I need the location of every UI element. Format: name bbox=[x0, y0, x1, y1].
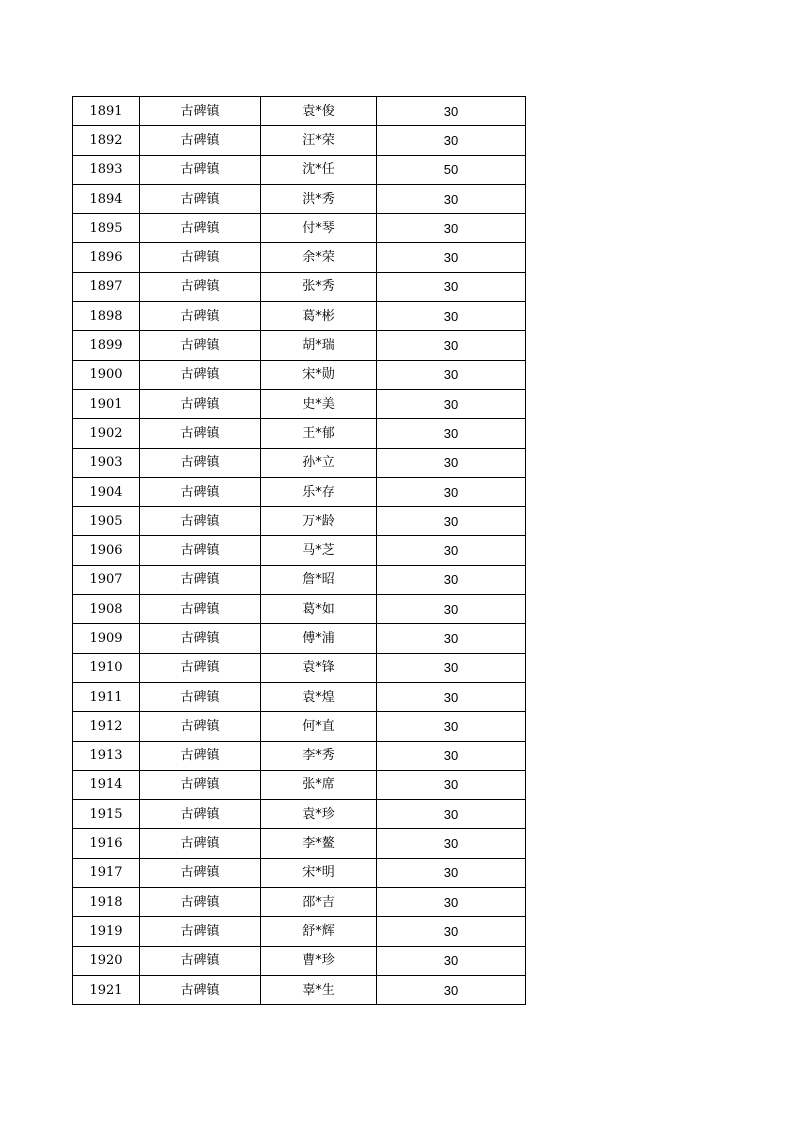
amount-cell: 30 bbox=[377, 272, 526, 301]
person-name-cell: 傅*浦 bbox=[261, 624, 377, 653]
table-row bbox=[73, 682, 526, 711]
town-cell: 古碑镇 bbox=[140, 829, 261, 858]
amount-cell: 30 bbox=[377, 829, 526, 858]
town-cell: 古碑镇 bbox=[140, 155, 261, 184]
amount-cell: 30 bbox=[377, 712, 526, 741]
amount-cell: 30 bbox=[377, 741, 526, 770]
person-name-cell: 葛*彬 bbox=[261, 302, 377, 331]
amount-cell: 30 bbox=[377, 858, 526, 887]
row-number-cell: 1893 bbox=[73, 155, 140, 184]
person-name-cell: 舒*辉 bbox=[261, 917, 377, 946]
amount-cell: 30 bbox=[377, 477, 526, 506]
town-cell: 古碑镇 bbox=[140, 302, 261, 331]
row-number-cell: 1918 bbox=[73, 888, 140, 917]
amount-cell: 30 bbox=[377, 682, 526, 711]
table-row bbox=[73, 917, 526, 946]
town-cell: 古碑镇 bbox=[140, 800, 261, 829]
person-name-cell: 袁*煌 bbox=[261, 682, 377, 711]
row-number-cell: 1901 bbox=[73, 389, 140, 418]
person-name-cell: 胡*瑞 bbox=[261, 331, 377, 360]
row-number-cell: 1917 bbox=[73, 858, 140, 887]
amount-cell: 30 bbox=[377, 360, 526, 389]
table-row bbox=[73, 653, 526, 682]
person-name-cell: 万*龄 bbox=[261, 507, 377, 536]
amount-cell: 30 bbox=[377, 97, 526, 126]
row-number-cell: 1900 bbox=[73, 360, 140, 389]
town-cell: 古碑镇 bbox=[140, 682, 261, 711]
person-name-cell: 付*琴 bbox=[261, 214, 377, 243]
person-name-cell: 辜*生 bbox=[261, 975, 377, 1004]
person-name-cell: 邵*吉 bbox=[261, 888, 377, 917]
row-number-cell: 1907 bbox=[73, 565, 140, 594]
row-number-cell: 1905 bbox=[73, 507, 140, 536]
amount-cell: 30 bbox=[377, 770, 526, 799]
town-cell: 古碑镇 bbox=[140, 917, 261, 946]
amount-cell: 30 bbox=[377, 888, 526, 917]
person-name-cell: 袁*锋 bbox=[261, 653, 377, 682]
row-number-cell: 1892 bbox=[73, 126, 140, 155]
row-number-cell: 1909 bbox=[73, 624, 140, 653]
town-cell: 古碑镇 bbox=[140, 389, 261, 418]
person-name-cell: 曹*珍 bbox=[261, 946, 377, 975]
amount-cell: 30 bbox=[377, 624, 526, 653]
table-row bbox=[73, 975, 526, 1004]
person-name-cell: 宋*明 bbox=[261, 858, 377, 887]
town-cell: 古碑镇 bbox=[140, 360, 261, 389]
table-row bbox=[73, 272, 526, 301]
amount-cell: 50 bbox=[377, 155, 526, 184]
row-number-cell: 1904 bbox=[73, 477, 140, 506]
town-cell: 古碑镇 bbox=[140, 448, 261, 477]
table-body bbox=[73, 97, 526, 1005]
amount-cell: 30 bbox=[377, 653, 526, 682]
table-row bbox=[73, 419, 526, 448]
table-row bbox=[73, 214, 526, 243]
town-cell: 古碑镇 bbox=[140, 507, 261, 536]
town-cell: 古碑镇 bbox=[140, 712, 261, 741]
person-name-cell: 张*席 bbox=[261, 770, 377, 799]
row-number-cell: 1903 bbox=[73, 448, 140, 477]
table-row bbox=[73, 448, 526, 477]
table-row bbox=[73, 389, 526, 418]
town-cell: 古碑镇 bbox=[140, 272, 261, 301]
person-name-cell: 余*荣 bbox=[261, 243, 377, 272]
row-number-cell: 1913 bbox=[73, 741, 140, 770]
table-row bbox=[73, 712, 526, 741]
row-number-cell: 1914 bbox=[73, 770, 140, 799]
person-name-cell: 袁*珍 bbox=[261, 800, 377, 829]
person-name-cell: 史*美 bbox=[261, 389, 377, 418]
town-cell: 古碑镇 bbox=[140, 888, 261, 917]
row-number-cell: 1921 bbox=[73, 975, 140, 1004]
table-row bbox=[73, 829, 526, 858]
row-number-cell: 1902 bbox=[73, 419, 140, 448]
town-cell: 古碑镇 bbox=[140, 595, 261, 624]
person-name-cell: 何*直 bbox=[261, 712, 377, 741]
person-name-cell: 葛*如 bbox=[261, 595, 377, 624]
amount-cell: 30 bbox=[377, 448, 526, 477]
person-name-cell: 马*芝 bbox=[261, 536, 377, 565]
table-row bbox=[73, 331, 526, 360]
person-name-cell: 张*秀 bbox=[261, 272, 377, 301]
person-name-cell: 王*郁 bbox=[261, 419, 377, 448]
amount-cell: 30 bbox=[377, 975, 526, 1004]
row-number-cell: 1906 bbox=[73, 536, 140, 565]
row-number-cell: 1908 bbox=[73, 595, 140, 624]
town-cell: 古碑镇 bbox=[140, 243, 261, 272]
town-cell: 古碑镇 bbox=[140, 97, 261, 126]
town-cell: 古碑镇 bbox=[140, 419, 261, 448]
town-cell: 古碑镇 bbox=[140, 975, 261, 1004]
row-number-cell: 1920 bbox=[73, 946, 140, 975]
person-name-cell: 汪*荣 bbox=[261, 126, 377, 155]
table-row bbox=[73, 770, 526, 799]
amount-cell: 30 bbox=[377, 331, 526, 360]
row-number-cell: 1899 bbox=[73, 331, 140, 360]
table-row bbox=[73, 741, 526, 770]
table-row bbox=[73, 507, 526, 536]
table-row bbox=[73, 360, 526, 389]
amount-cell: 30 bbox=[377, 302, 526, 331]
row-number-cell: 1894 bbox=[73, 184, 140, 213]
table-row bbox=[73, 946, 526, 975]
table-row bbox=[73, 302, 526, 331]
town-cell: 古碑镇 bbox=[140, 184, 261, 213]
amount-cell: 30 bbox=[377, 946, 526, 975]
town-cell: 古碑镇 bbox=[140, 536, 261, 565]
town-cell: 古碑镇 bbox=[140, 214, 261, 243]
row-number-cell: 1915 bbox=[73, 800, 140, 829]
table-row bbox=[73, 858, 526, 887]
town-cell: 古碑镇 bbox=[140, 770, 261, 799]
town-cell: 古碑镇 bbox=[140, 858, 261, 887]
table-row bbox=[73, 184, 526, 213]
amount-cell: 30 bbox=[377, 800, 526, 829]
table-row bbox=[73, 595, 526, 624]
table-row bbox=[73, 243, 526, 272]
person-name-cell: 宋*勋 bbox=[261, 360, 377, 389]
town-cell: 古碑镇 bbox=[140, 624, 261, 653]
town-cell: 古碑镇 bbox=[140, 653, 261, 682]
row-number-cell: 1896 bbox=[73, 243, 140, 272]
table-row bbox=[73, 624, 526, 653]
row-number-cell: 1891 bbox=[73, 97, 140, 126]
town-cell: 古碑镇 bbox=[140, 477, 261, 506]
amount-cell: 30 bbox=[377, 126, 526, 155]
person-name-cell: 洪*秀 bbox=[261, 184, 377, 213]
person-name-cell: 沈*任 bbox=[261, 155, 377, 184]
row-number-cell: 1910 bbox=[73, 653, 140, 682]
table-row bbox=[73, 155, 526, 184]
amount-cell: 30 bbox=[377, 917, 526, 946]
person-name-cell: 詹*昭 bbox=[261, 565, 377, 594]
amount-cell: 30 bbox=[377, 536, 526, 565]
row-number-cell: 1911 bbox=[73, 682, 140, 711]
amount-cell: 30 bbox=[377, 595, 526, 624]
person-name-cell: 李*鳌 bbox=[261, 829, 377, 858]
subsidy-list-table bbox=[72, 96, 526, 1005]
person-name-cell: 乐*存 bbox=[261, 477, 377, 506]
table-row bbox=[73, 126, 526, 155]
row-number-cell: 1895 bbox=[73, 214, 140, 243]
amount-cell: 30 bbox=[377, 184, 526, 213]
table-row bbox=[73, 565, 526, 594]
table-row bbox=[73, 888, 526, 917]
town-cell: 古碑镇 bbox=[140, 331, 261, 360]
town-cell: 古碑镇 bbox=[140, 565, 261, 594]
amount-cell: 30 bbox=[377, 507, 526, 536]
amount-cell: 30 bbox=[377, 389, 526, 418]
person-name-cell: 孙*立 bbox=[261, 448, 377, 477]
row-number-cell: 1912 bbox=[73, 712, 140, 741]
table-row bbox=[73, 477, 526, 506]
amount-cell: 30 bbox=[377, 243, 526, 272]
table-row bbox=[73, 800, 526, 829]
town-cell: 古碑镇 bbox=[140, 741, 261, 770]
row-number-cell: 1898 bbox=[73, 302, 140, 331]
person-name-cell: 李*秀 bbox=[261, 741, 377, 770]
town-cell: 古碑镇 bbox=[140, 946, 261, 975]
row-number-cell: 1897 bbox=[73, 272, 140, 301]
person-name-cell: 袁*俊 bbox=[261, 97, 377, 126]
table-row bbox=[73, 97, 526, 126]
amount-cell: 30 bbox=[377, 214, 526, 243]
town-cell: 古碑镇 bbox=[140, 126, 261, 155]
row-number-cell: 1919 bbox=[73, 917, 140, 946]
amount-cell: 30 bbox=[377, 419, 526, 448]
row-number-cell: 1916 bbox=[73, 829, 140, 858]
table-row bbox=[73, 536, 526, 565]
amount-cell: 30 bbox=[377, 565, 526, 594]
